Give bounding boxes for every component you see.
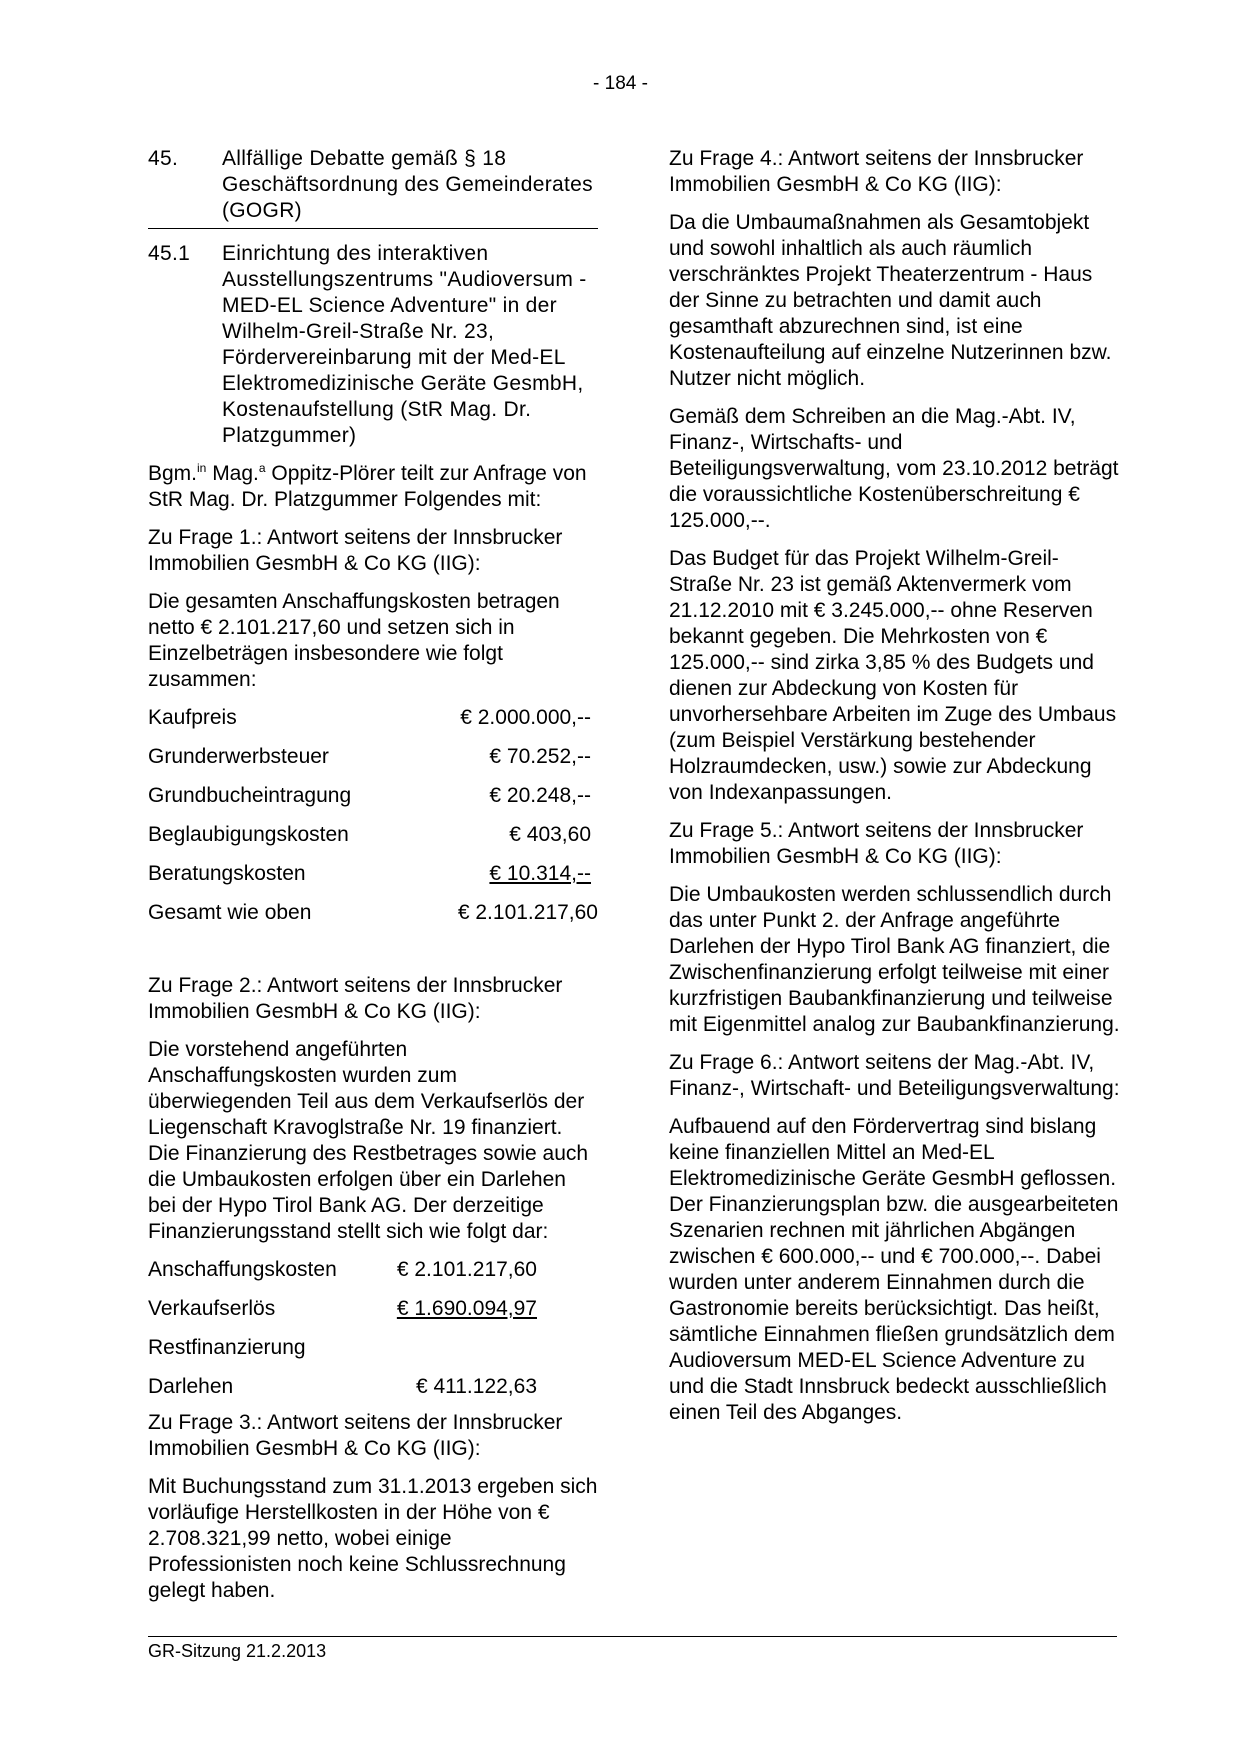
heading-45-1 <box>148 241 598 449</box>
cost-value: € 20.248,-- <box>489 784 591 807</box>
question-4-text-3: Das Budget für das Projekt Wilhelm-Greil-Straße Nr. 23 ist gemäß Aktenvermerk vom 21.12.2010 mit € 3.245.000,-- ohne Reserven bekannt gegeben. Die Mehrkosten von € 125.000,-- sind zirka 3,85 % des Budgets und dienen zur Abdeckung von Kosten für unvorhersehbare Arbeiten im Zuge des Umbaus (zum Beispiel Verstärkung bestehender Holzraumdecken, usw.) sowie zur Abdeckung von Indexanpassungen. <box>669 547 1117 804</box>
cost-value: € 70.252,-- <box>489 745 591 768</box>
heading-45-1-title: Einrichtung des interaktiven Ausstellungszentrums "Audioversum - MED-EL Science Adventure" in der Wilhelm-Greil-Straße Nr. 23, Fördervereinbarung mit der Med-EL Elektromedizinische Geräte GesmbH, Kostenaufstellung (StR Mag. Dr. Platzgummer) <box>222 242 587 447</box>
question-4-heading: Zu Frage 4.: Antwort seitens der Innsbrucker Immobilien GesmbH & Co KG (IIG): <box>669 147 1084 196</box>
financing-value-wrap <box>377 1296 537 1322</box>
question-2-text: Die vorstehend angeführten Anschaffungskosten wurden zum überwiegenden Teil aus dem Verkaufserlös der Liegenschaft Kravoglstraße Nr. 19 finanziert. Die Finanzierung des Restbetrages sowie auch die Umbaukosten erfolgen über ein Darlehen bei der Hypo Tirol Bank AG. Der derzeitige Finanzierungsstand stellt sich wie folgt dar: <box>148 1038 589 1243</box>
question-4-text-2: Gemäß dem Schreiben an die Mag.-Abt. IV, Finanz-, Wirtschafts- und Beteiligungsverwaltung, vom 23.10.2012 beträgt die voraussichtliche Kostenüberschreitung € 125.000,--. <box>669 405 1119 532</box>
question-6-heading: Zu Frage 6.: Antwort seitens der Mag.-Abt. IV, Finanz-, Wirtschaft- und Beteiligungsverwaltung: <box>669 1051 1120 1100</box>
financing-row <box>148 1335 598 1374</box>
cost-label: Grunderwerbsteuer <box>148 745 329 768</box>
heading-divider <box>148 228 598 229</box>
intro-b: Mag. <box>206 462 259 485</box>
left-column <box>148 146 598 1616</box>
financing-value: € 2.101.217,60 <box>396 1258 537 1281</box>
financing-value: € 1.690.094,97 <box>396 1297 537 1320</box>
cost-table <box>148 705 598 939</box>
financing-row <box>148 1374 598 1410</box>
footer-divider <box>148 1636 1117 1637</box>
heading-45 <box>148 146 598 224</box>
intro-a-sup: in <box>197 461 207 475</box>
financing-label: Verkaufserlös <box>148 1297 276 1320</box>
footer: GR-Sitzung 21.2.2013 <box>148 1641 327 1661</box>
cost-value: € 403,60 <box>509 823 591 846</box>
cost-row <box>148 744 598 783</box>
cost-row <box>148 861 598 900</box>
intro-b-sup: a <box>258 461 266 475</box>
question-3-text: Mit Buchungsstand zum 31.1.2013 ergeben sich vorläufige Herstellkosten in der Höhe von € 2.708.321,99 netto, wobei einige Professionisten noch keine Schlussrechnung gelegt haben. <box>148 1475 598 1602</box>
financing-row <box>148 1257 598 1296</box>
financing-label: Darlehen <box>148 1375 234 1398</box>
cost-total-row <box>148 900 598 939</box>
financing-value: € 411.122,63 <box>415 1375 537 1398</box>
cost-label: Grundbucheintragung <box>148 784 352 807</box>
cost-value: € 2.101.217,60 <box>457 901 598 924</box>
intro-paragraph <box>148 461 598 513</box>
cost-row <box>148 822 598 861</box>
financing-row <box>148 1296 598 1335</box>
financing-label: Restfinanzierung <box>148 1336 306 1359</box>
cost-value: € 10.314,-- <box>489 862 591 885</box>
heading-45-title: Allfällige Debatte gemäß § 18 Geschäftsordnung des Gemeinderates (GOGR) <box>222 147 593 222</box>
question-3-heading: Zu Frage 3.: Antwort seitens der Innsbrucker Immobilien GesmbH & Co KG (IIG): <box>148 1411 563 1460</box>
question-6-text: Aufbauend auf den Fördervertrag sind bislang keine finanziellen Mittel an Med-EL Elektromedizinische Geräte GesmbH geflossen. Der Finanzierungsplan bzw. die ausgearbeiteten Szenarien rechnen mit jährlichen Abgängen zwischen € 600.000,-- und € 700.000,--. Dabei wurden unter anderem Einnahmen durch die Gastronomie bereits berücksichtigt. Das heißt, sämtliche Einnahmen fließen grundsätzlich dem Audioversum MED-EL Science Adventure zu und die Stadt Innsbruck bedeckt ausschließlich einen Teil des Abganges. <box>669 1115 1119 1424</box>
question-1-text: Die gesamten Anschaffungskosten betragen netto € 2.101.217,60 und setzen sich in Einzelbeträgen insbesondere wie folgt zusammen: <box>148 590 560 691</box>
cost-label: Kaufpreis <box>148 706 237 729</box>
question-5-heading: Zu Frage 5.: Antwort seitens der Innsbrucker Immobilien GesmbH & Co KG (IIG): <box>669 819 1084 868</box>
page-number: - 184 - <box>593 73 648 94</box>
question-5-text: Die Umbaukosten werden schlussendlich durch das unter Punkt 2. der Anfrage angeführte Darlehen der Hypo Tirol Bank AG finanziert, die Zwischenfinanzierung erfolgt teilweise mit einer kurzfristigen Baubankfinanzierung und teilweise mit Eigenmittel analog zur Baubankfinanzierung. <box>669 883 1120 1036</box>
intro-c: Oppitz-Plörer teilt zur Anfrage von StR Mag. Dr. Platzgummer Folgendes mit: <box>148 462 587 511</box>
heading-45-1-number: 45.1 <box>148 242 191 265</box>
question-1-heading: Zu Frage 1.: Antwort seitens der Innsbrucker Immobilien GesmbH & Co KG (IIG): <box>148 526 563 575</box>
heading-45-number: 45. <box>148 147 179 170</box>
cost-row <box>148 705 598 744</box>
financing-label: Anschaffungskosten <box>148 1258 337 1281</box>
intro-a: Bgm. <box>148 462 198 485</box>
right-column <box>669 146 1121 1438</box>
cost-row <box>148 783 598 822</box>
cost-value: € 2.000.000,-- <box>460 706 591 729</box>
question-2-heading: Zu Frage 2.: Antwort seitens der Innsbrucker Immobilien GesmbH & Co KG (IIG): <box>148 974 563 1023</box>
financing-table <box>148 1257 598 1410</box>
question-4-text-1: Da die Umbaumaßnahmen als Gesamtobjekt und sowohl inhaltlich als auch räumlich verschränktes Projekt Theaterzentrum - Haus der Sinne zu betrachten und damit auch gesamthaft abzurechnen sind, ist eine Kostenaufteilung auf einzelne Nutzerinnen bzw. Nutzer nicht möglich. <box>669 211 1112 390</box>
cost-label: Gesamt wie oben <box>148 901 312 924</box>
cost-label: Beglaubigungskosten <box>148 823 349 846</box>
cost-label: Beratungskosten <box>148 862 306 885</box>
